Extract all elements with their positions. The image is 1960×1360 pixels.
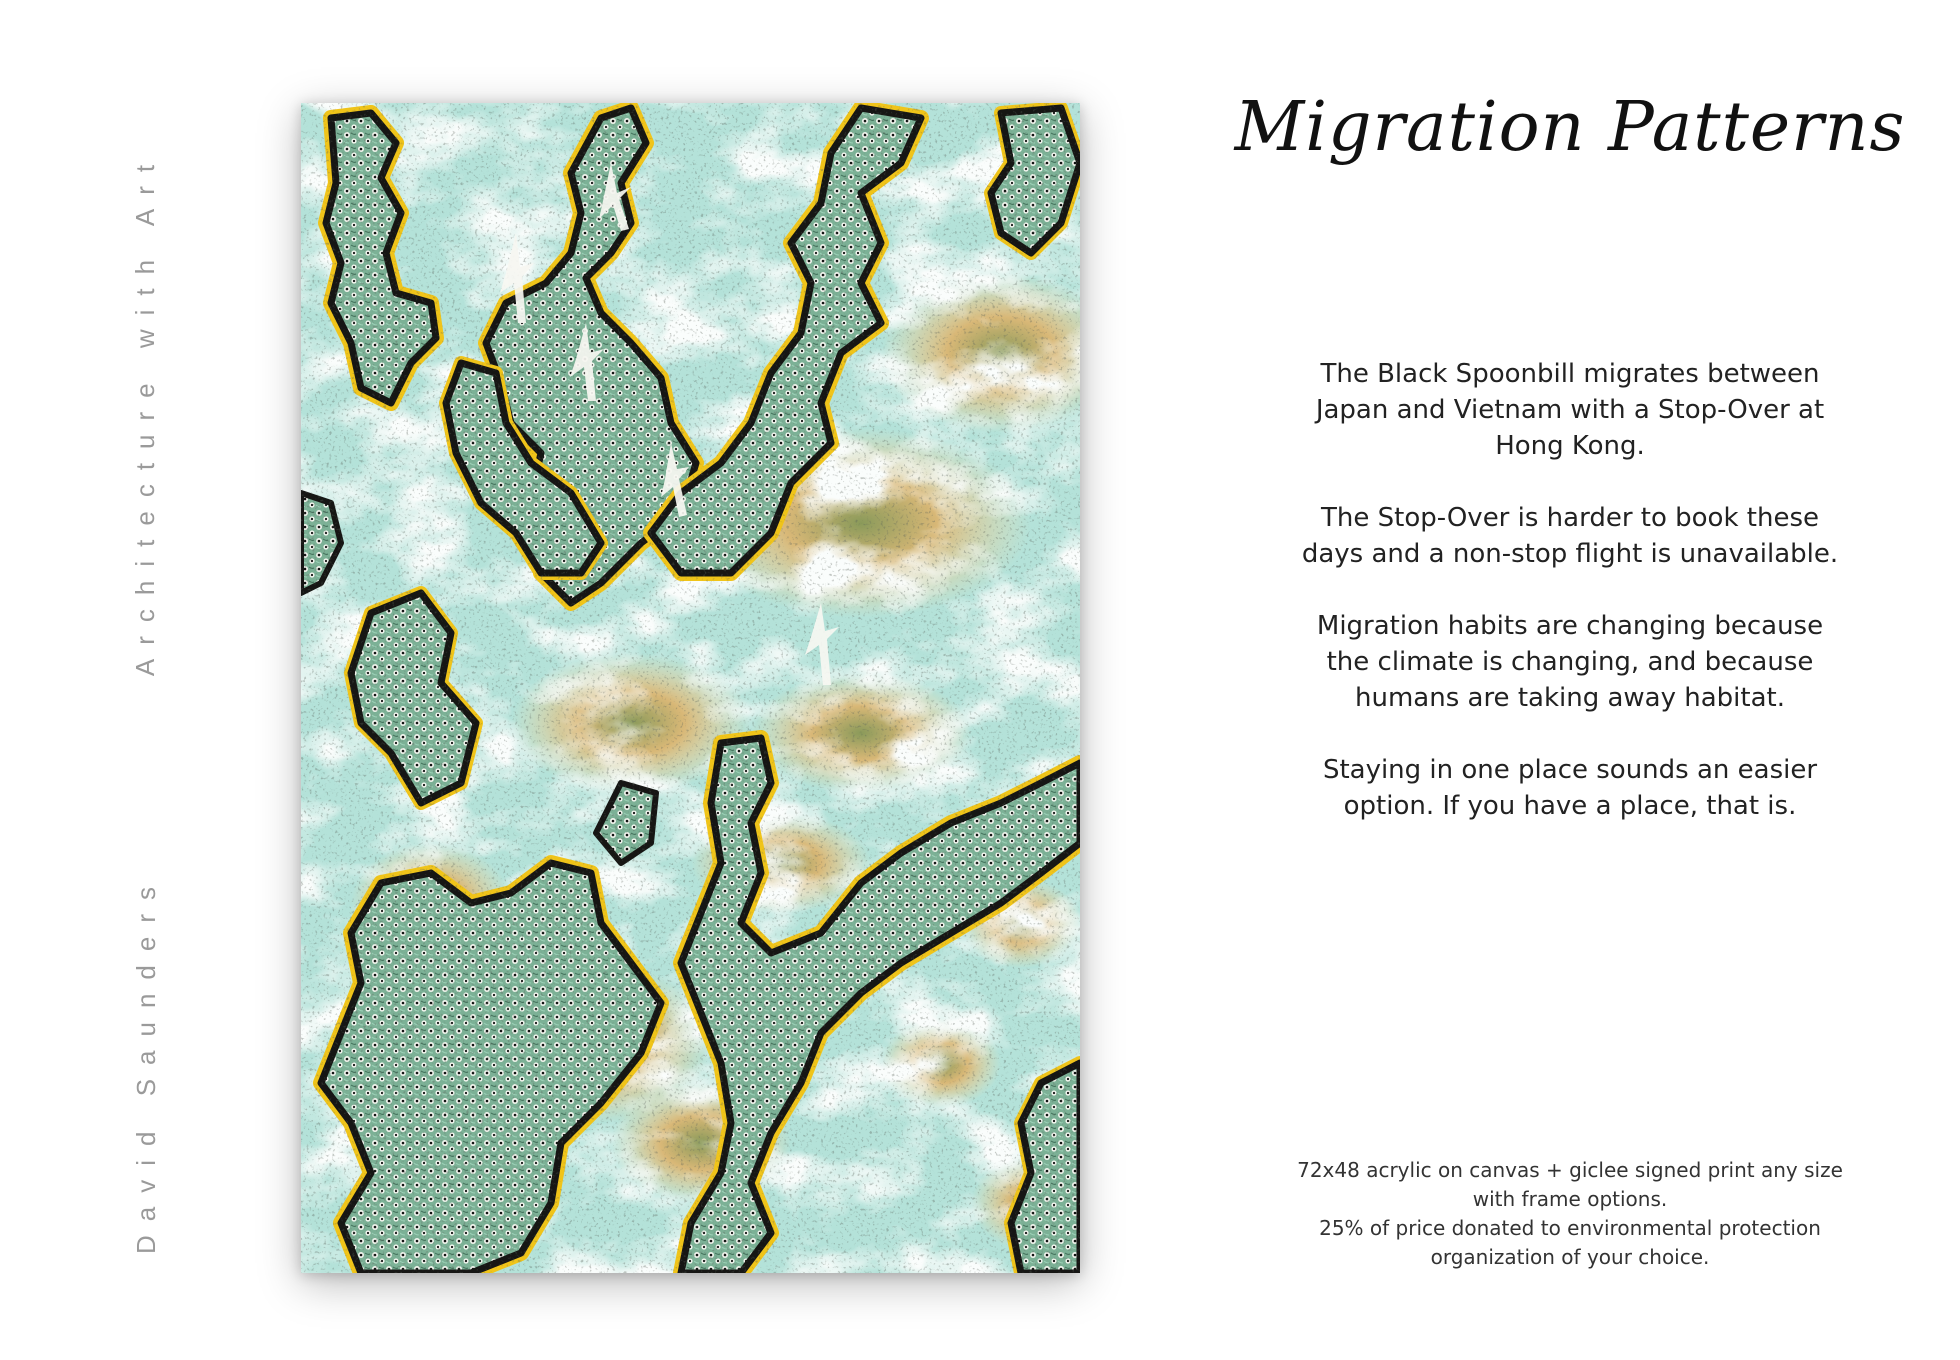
side-tagline-text: Architecture with Art xyxy=(130,150,161,676)
description-paragraph: Staying in one place sounds an easier option. If you have a place, that is. xyxy=(1322,755,1818,821)
artwork-description xyxy=(1300,356,1840,860)
painting xyxy=(301,103,1080,1273)
painting-image xyxy=(301,103,1080,1273)
description-paragraph: Migration habits are changing because the climate is changing, and because humans are taking away habitat. xyxy=(1316,611,1824,713)
description-paragraph: The Stop-Over is harder to book these days and a non-stop flight is unavailable. xyxy=(1301,503,1839,569)
details-donation: 25% of price donated to environmental protection organization of your choice. xyxy=(1319,1216,1821,1269)
description-paragraph: The Black Spoonbill migrates between Japan and Vietnam with a Stop-Over at Hong Kong. xyxy=(1315,359,1825,461)
side-tagline xyxy=(126,108,166,718)
side-artist-name-text: David Saunders xyxy=(130,872,161,1254)
texture xyxy=(301,103,1080,1273)
artwork-details xyxy=(1290,1156,1850,1272)
side-artist-name xyxy=(126,846,166,1280)
details-medium: 72x48 acrylic on canvas + giclee signed print any size with frame options. xyxy=(1297,1158,1843,1211)
artwork-title: Migration Patterns xyxy=(1234,88,1906,167)
